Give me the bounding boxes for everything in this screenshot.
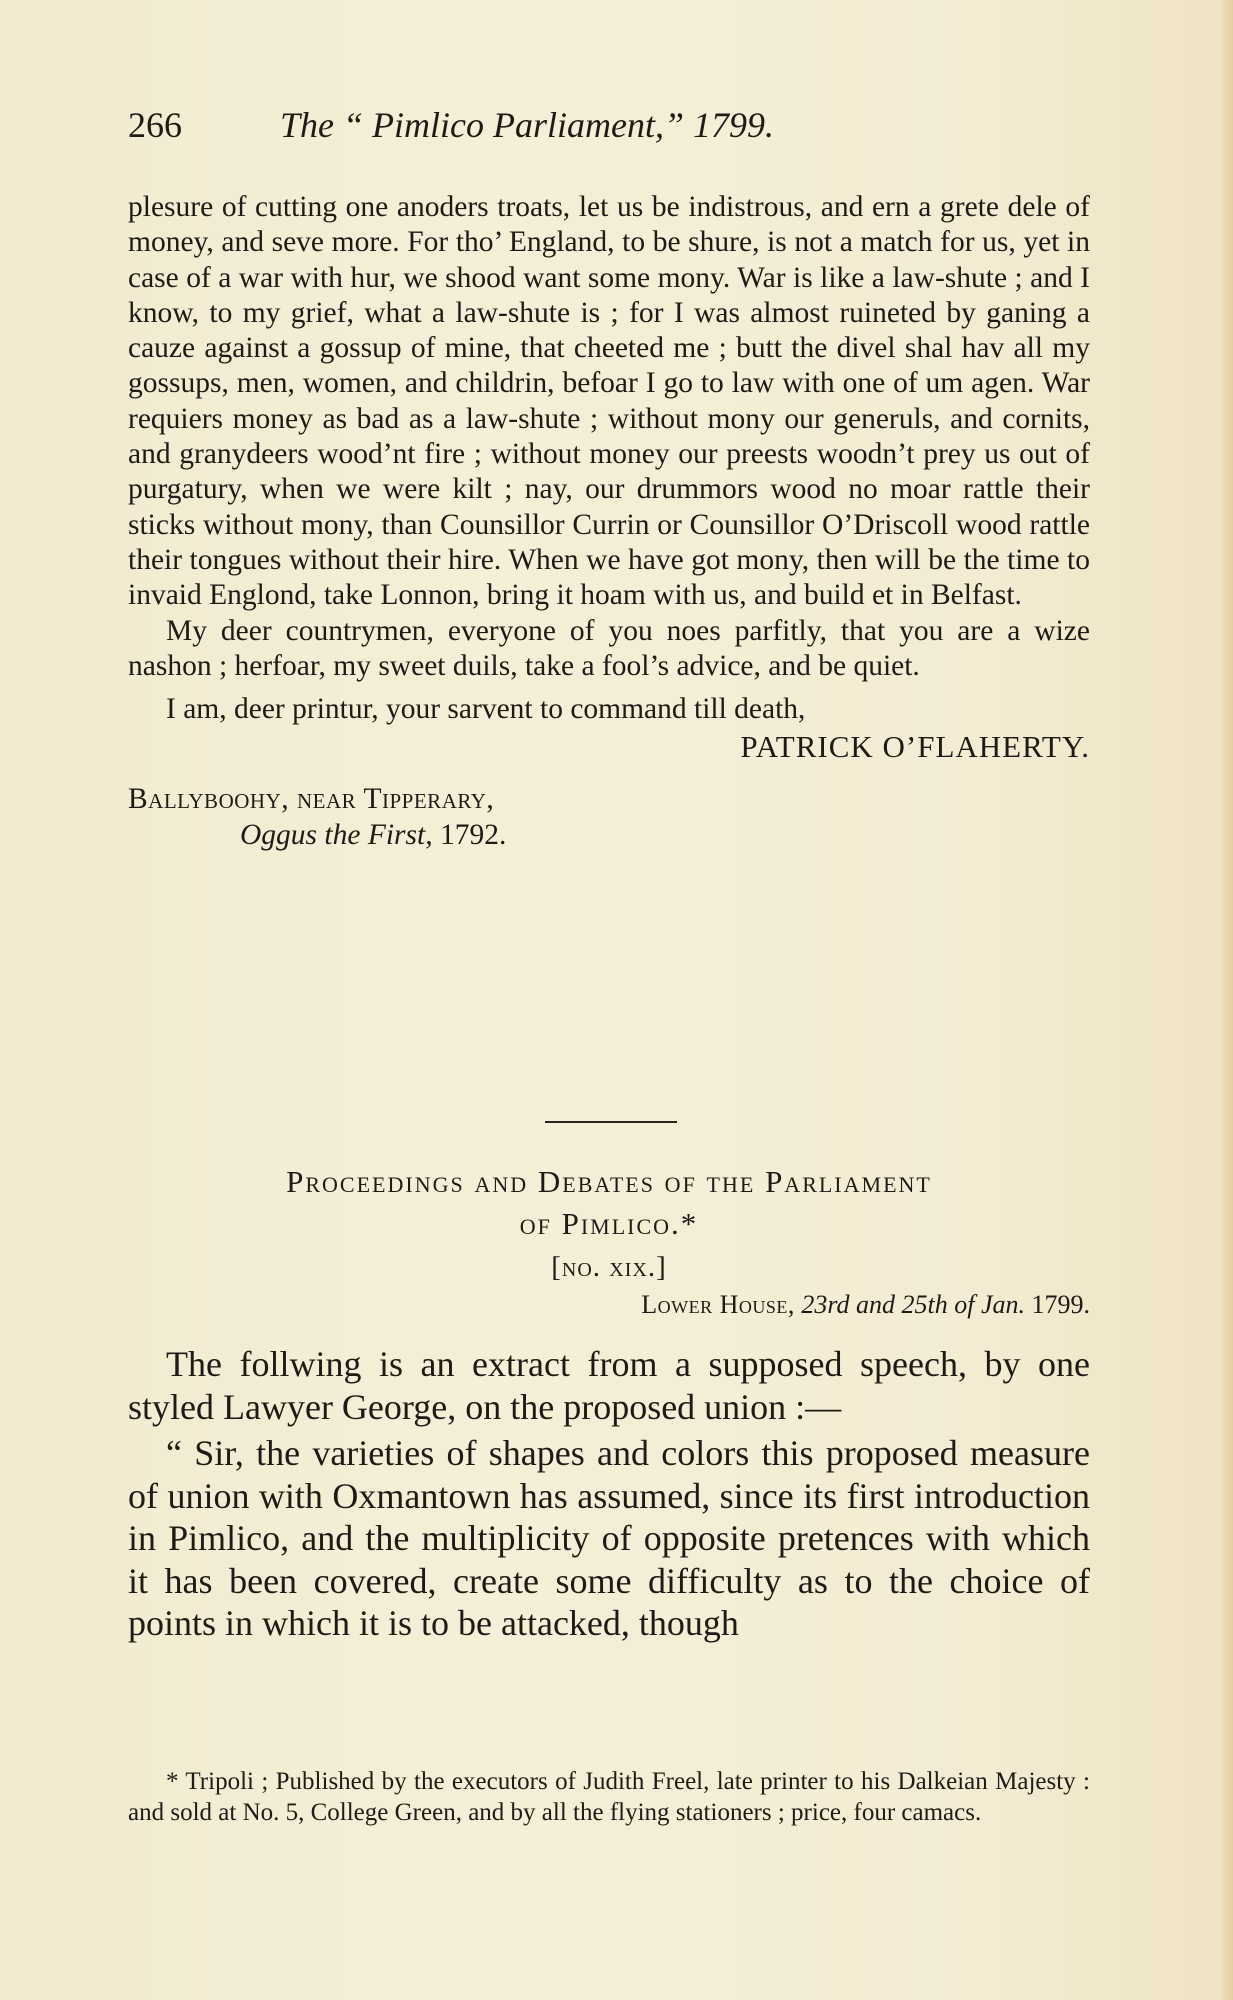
footnote-text: * Tripoli ; Published by the executors of Judith Freel, late printer to his Dalkeian Majesty : and sold at No. 5, College Green, and by all the flying stationers ; price, four camacs. (128, 1768, 1090, 1826)
house-name: Lower House, (641, 1290, 795, 1319)
section-number: [no. xix.] (551, 1251, 667, 1283)
footnote (128, 1766, 1090, 1828)
section-divider (545, 1121, 677, 1123)
section-title-line2: of Pimlico.* (519, 1206, 699, 1241)
letter-closing: I am, deer printur, your sarvent to command till death, (166, 693, 806, 726)
letter-paragraph: plesure of cutting one anoders troats, let us be indistrous, and ern a grete dele of money, and seve more. For tho’ England, to be shure, is not a match for us, yet in case of a war with hur, we shood want some mony. War is like a law-shute ; and I know, to my grief, what a law-shute is ; for I was almost ruineted by ganing a cauze against a gossup of mine, that cheeted me ; butt the divel shal hav all my gossups, men, women, and childrin, befoar I go to law with one of um agen. War requiers money as bad as a law-shute ; without mony our generuls, and cornits, and granydeers wood’nt fire ; without money our preests woodn’t prey us out of purgatury, when we were kilt ; nay, our drummors wood no moar rattle their sticks without mony, than Counsillor Currin or Counsillor O’Driscoll wood rattle their tongues without their hire. When we have got mony, then will be the time to invaid Englond, take Lonnon, bring it hoam with us, and build et in Belfast. (128, 191, 1090, 612)
page-edge (1219, 0, 1233, 2000)
speech-paragraph: “ Sir, the varieties of shapes and colors this proposed measure of union with Oxmantown has assumed, since its first introduction in Pimlico, and the multiplicity of opposite pretences with which it has been covered, create some difficulty as to the choice of points in which it is to be attacked, though (128, 1433, 1090, 1643)
date-italic: Oggus the First, (240, 818, 433, 851)
letter-body (128, 190, 1090, 853)
letter-paragraph: My deer countrymen, everyone of you noes parfitly, that you are a wize nashon ; herfoar, my sweet duils, take a fool’s advice, and be quiet. (128, 614, 1090, 682)
page-number: 266 (128, 105, 182, 145)
house-dateline (128, 1290, 1090, 1320)
date-year: 1792. (439, 818, 507, 851)
section-heading (128, 1161, 1090, 1320)
place-name: Ballyboohy, near Tipperary, (128, 782, 495, 815)
running-title: The “ Pimlico Parliament,” 1799. (280, 105, 774, 145)
dateline (128, 781, 1090, 853)
house-date: 23rd and 25th of Jan. (801, 1290, 1025, 1319)
speech-body (128, 1343, 1090, 1645)
signature: PATRICK O’FLAHERTY. (740, 729, 1090, 765)
running-header (128, 100, 1090, 150)
house-year: 1799. (1031, 1290, 1090, 1319)
date-line (128, 817, 1090, 853)
speech-intro: The follwing is an extract from a supposed speech, by one styled Lawyer George, on the proposed union :— (128, 1344, 1090, 1427)
section-title-line1: Proceedings and Debates of the Parliament (286, 1164, 932, 1199)
